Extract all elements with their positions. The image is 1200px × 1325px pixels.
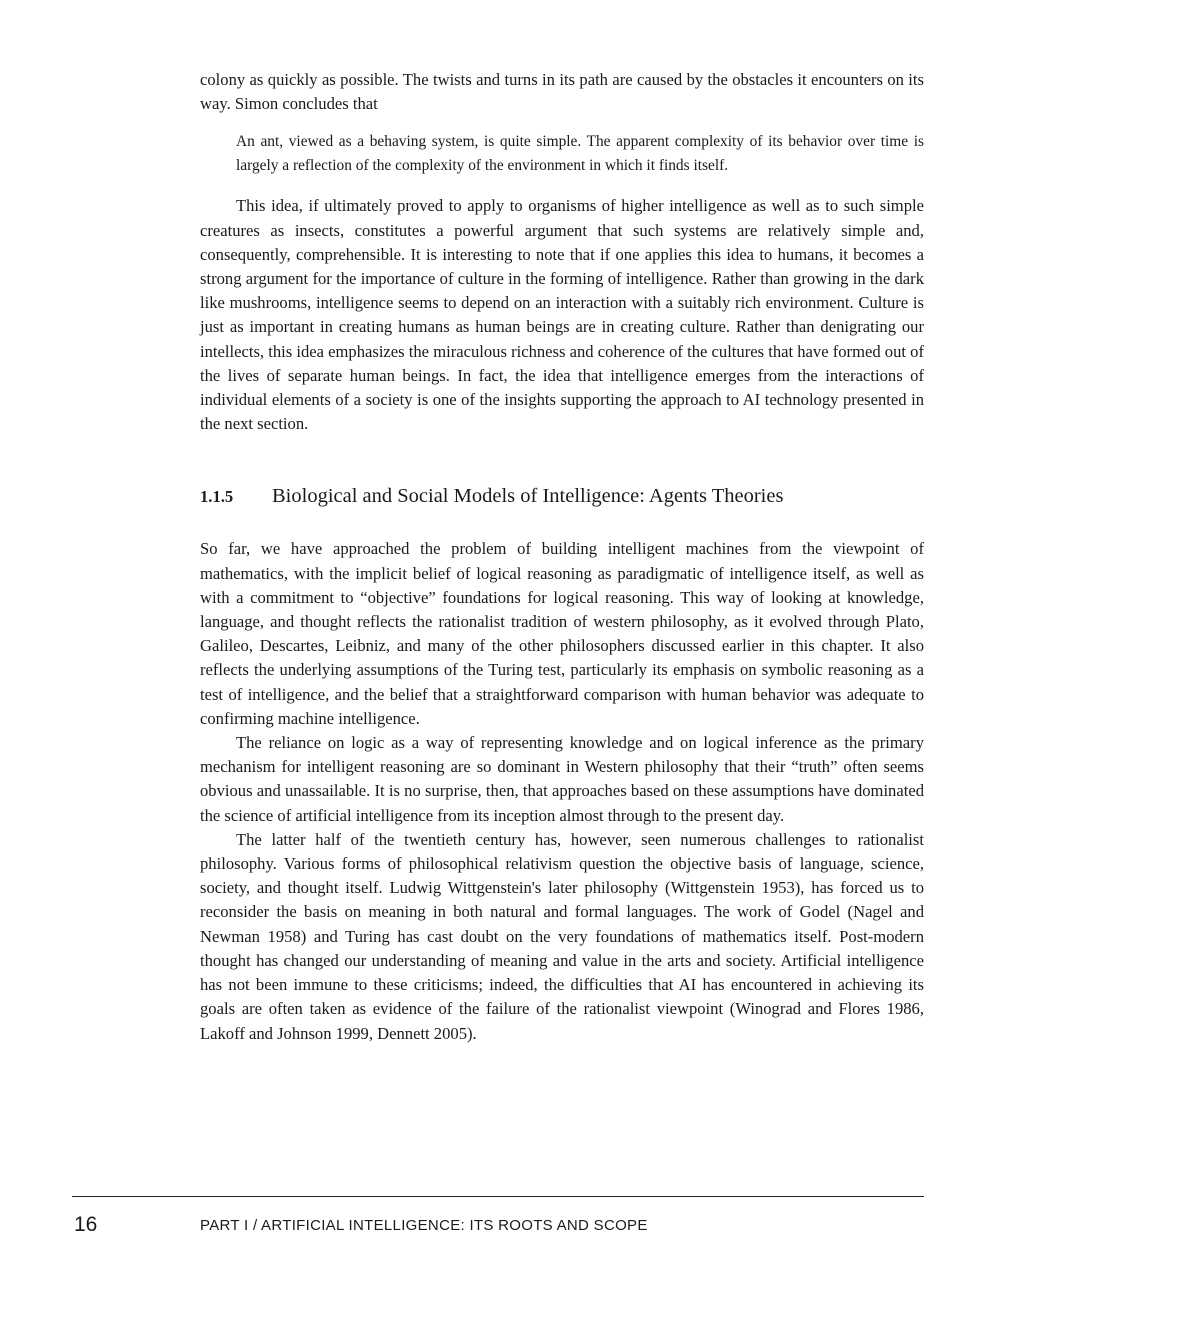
section-paragraph-1: So far, we have approached the problem of building intelligent machines from the viewpoint of mathematics, with the implicit belief of logical reasoning as paradigmatic of intelligence itself, as well as with a commitment to “objective” foundations for logical reasoning. This way of looking at knowledge, language, and thought reflects the rationalist tradition of western philosophy, as it evolved through Plato, Galileo, Descartes, Leibniz, and many of the other philosophers discussed earlier in this chapter. It also reflects the underlying assumptions of the Turing test, particularly its emphasis on symbolic reasoning as a test of intelligence, and the belief that a straightforward comparison with human behavior was adequate to confirming machine intelligence. — [200, 539, 924, 728]
page-body — [200, 68, 924, 1046]
paragraph-idea: This idea, if ultimately proved to apply to organisms of higher intelligence as well as to such simple creatures as insects, constitutes a powerful argument that such systems are relatively simple and, consequently, comprehensible. It is interesting to note that if one applies this idea to humans, it becomes a strong argument for the importance of culture in the forming of intelligence. Rather than growing in the dark like mushrooms, intelligence seems to depend on an interaction with a suitably rich environment. Culture is just as important in creating humans as human beings are in creating culture. Rather than denigrating our intellects, this idea emphasizes the miraculous richness and coherence of the cultures that have formed out of the lives of separate human beings. In fact, the idea that intelligence emerges from the interactions of individual elements of a society is one of the insights supporting the approach to AI technology presented in the next section. — [200, 196, 924, 434]
section-heading — [200, 482, 924, 511]
page-number: 16 — [74, 1213, 98, 1236]
section-number: 1.1.5 — [200, 487, 234, 507]
running-head: PART I / ARTIFICIAL INTELLIGENCE: ITS ROOTS AND SCOPE — [200, 1217, 648, 1234]
section-paragraph-2: The reliance on logic as a way of representing knowledge and on logical inference as the primary mechanism for intelligent reasoning are so dominant in Western philosophy that their “truth” often seems obvious and unassailable. It is no surprise, then, that approaches based on these assumptions have dominated the science of artificial intelligence from its inception almost through to the present day. — [200, 733, 924, 825]
section-title: Biological and Social Models of Intelligence: Agents Theories — [272, 485, 784, 508]
footer-rule — [72, 1196, 924, 1197]
block-quote: An ant, viewed as a behaving system, is quite simple. The apparent complexity of its behavior over time is largely a reflection of the complexity of the environment in which it finds itself. — [236, 133, 924, 175]
paragraph-intro: colony as quickly as possible. The twists and turns in its path are caused by the obstacles it encounters on its way. Simon concludes that — [200, 70, 924, 114]
section-paragraph-3: The latter half of the twentieth century has, however, seen numerous challenges to rationalist philosophy. Various forms of philosophical relativism question the objective basis of language, science, society, and thought itself. Ludwig Wittgenstein's later philosophy (Wittgenstein 1953), has forced us to reconsider the basis on meaning in both natural and formal languages. The work of Godel (Nagel and Newman 1958) and Turing has cast doubt on the very foundations of mathematics itself. Post-modern thought has changed our understanding of meaning and value in the arts and society. Artificial intelligence has not been immune to these criticisms; indeed, the difficulties that AI has encountered in achieving its goals are often taken as evidence of the failure of the rationalist viewpoint (Winograd and Flores 1986, Lakoff and Johnson 1999, Dennett 2005). — [200, 829, 924, 1043]
